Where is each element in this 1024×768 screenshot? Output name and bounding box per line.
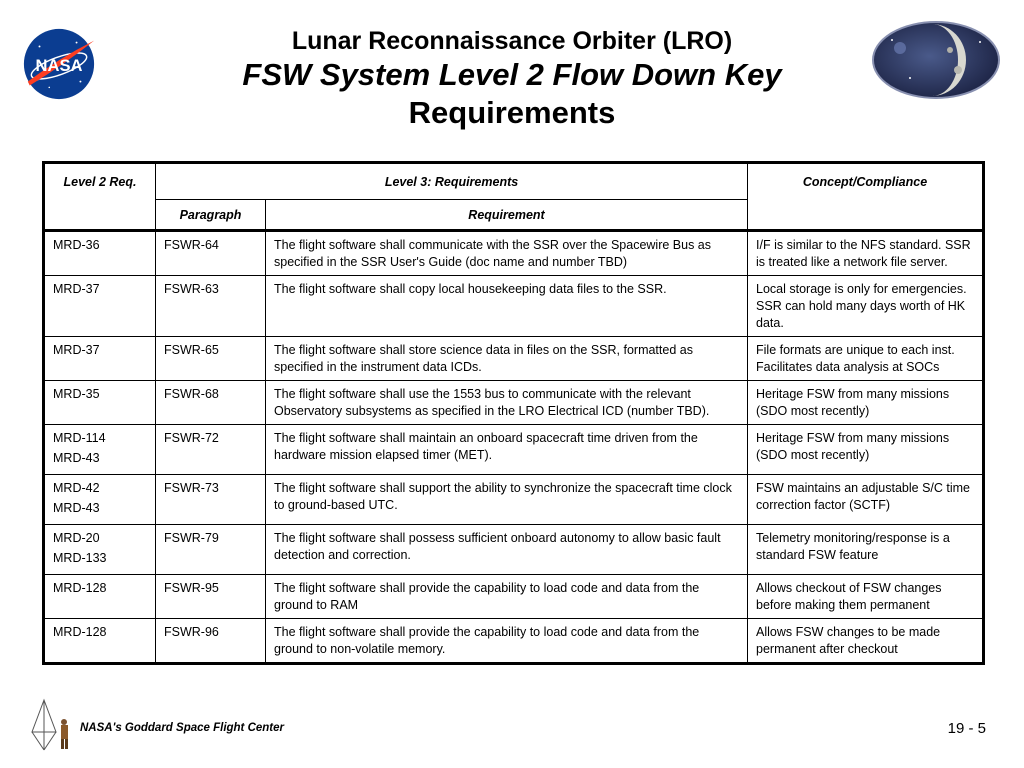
concept-cell: File formats are unique to each inst. Facilitates data analysis at SOCs <box>748 337 984 381</box>
paragraph-cell: FSWR-72 <box>156 425 266 475</box>
level2-id: MRD-114 <box>53 431 106 445</box>
nasa-logo <box>20 25 98 103</box>
level2-id: MRD-43 <box>53 451 100 465</box>
header-level3-requirements: Level 3: Requirements <box>156 163 748 200</box>
level2-id: MRD-42 <box>53 481 100 495</box>
footer-center-name: NASA's Goddard Space Flight Center <box>80 722 285 734</box>
paragraph-cell: FSWR-95 <box>156 575 266 619</box>
level2-id: MRD-36 <box>53 238 100 252</box>
concept-cell: Heritage FSW from many missions (SDO most recently) <box>748 425 984 475</box>
slide-title <box>160 26 864 132</box>
lro-mission-emblem-icon <box>870 20 1002 100</box>
table-row <box>44 337 984 381</box>
table-row <box>44 575 984 619</box>
concept-cell: Telemetry monitoring/response is a standard FSW feature <box>748 525 984 575</box>
title-line-1: Lunar Reconnaissance Orbiter (LRO) <box>291 27 733 55</box>
table-row <box>44 231 984 276</box>
header-concept-compliance: Concept/Compliance <box>748 163 984 231</box>
table-row <box>44 276 984 337</box>
level2-cell <box>44 425 156 475</box>
requirement-cell: The flight software shall possess sufficient onboard autonomy to allow basic fault detection and correction. <box>266 525 748 575</box>
requirement-cell: The flight software shall copy local housekeeping data files to the SSR. <box>266 276 748 337</box>
paragraph-cell: FSWR-65 <box>156 337 266 381</box>
level2-cell <box>44 381 156 425</box>
nasa-logo-text: NASA <box>35 55 83 75</box>
level2-cell <box>44 231 156 276</box>
header-paragraph: Paragraph <box>156 200 266 231</box>
level2-id: MRD-37 <box>53 282 100 296</box>
concept-cell: Allows FSW changes to be made permanent after checkout <box>748 619 984 664</box>
level2-id: MRD-35 <box>53 387 100 401</box>
requirement-cell: The flight software shall provide the capability to load code and data from the ground to RAM <box>266 575 748 619</box>
requirement-cell: The flight software shall maintain an onboard spacecraft time driven from the hardware mission elapsed timer (MET). <box>266 425 748 475</box>
requirement-cell: The flight software shall store science data in files on the SSR, formatted as specified in the instrument data ICDs. <box>266 337 748 381</box>
header-requirement: Requirement <box>266 200 748 231</box>
goddard-figure-icon <box>30 698 74 752</box>
level2-cell <box>44 475 156 525</box>
paragraph-cell: FSWR-64 <box>156 231 266 276</box>
requirement-cell: The flight software shall communicate with the SSR over the Spacewire Bus as specified in the SSR User's Guide (doc name and number TBD) <box>266 231 748 276</box>
level2-id: MRD-128 <box>53 625 107 639</box>
level2-cell <box>44 619 156 664</box>
requirements-table <box>42 161 985 665</box>
paragraph-cell: FSWR-79 <box>156 525 266 575</box>
table-row <box>44 525 984 575</box>
level2-cell <box>44 276 156 337</box>
paragraph-cell: FSWR-73 <box>156 475 266 525</box>
page-number: 19 - 5 <box>947 720 986 737</box>
level2-cell <box>44 525 156 575</box>
concept-cell: FSW maintains an adjustable S/C time correction factor (SCTF) <box>748 475 984 525</box>
requirement-cell: The flight software shall provide the capability to load code and data from the ground to non-volatile memory. <box>266 619 748 664</box>
requirement-cell: The flight software shall support the ability to synchronize the spacecraft time clock to ground-based UTC. <box>266 475 748 525</box>
paragraph-cell: FSWR-68 <box>156 381 266 425</box>
concept-cell: Heritage FSW from many missions (SDO most recently) <box>748 381 984 425</box>
level2-id: MRD-133 <box>53 551 107 565</box>
title-line-3: Requirements <box>408 95 616 130</box>
paragraph-cell: FSWR-96 <box>156 619 266 664</box>
level2-id: MRD-20 <box>53 531 100 545</box>
table-row <box>44 381 984 425</box>
paragraph-cell: FSWR-63 <box>156 276 266 337</box>
requirement-cell: The flight software shall use the 1553 bus to communicate with the relevant Observatory subsystems as specified in the LRO Electrical ICD (number TBD). <box>266 381 748 425</box>
concept-cell: Allows checkout of FSW changes before making them permanent <box>748 575 984 619</box>
concept-cell: I/F is similar to the NFS standard. SSR is treated like a network file server. <box>748 231 984 276</box>
table-row <box>44 425 984 475</box>
level2-cell <box>44 575 156 619</box>
table-row <box>44 619 984 664</box>
header-level2-req: Level 2 Req. <box>44 163 156 231</box>
concept-cell: Local storage is only for emergencies. SSR can hold many days worth of HK data. <box>748 276 984 337</box>
level2-id: MRD-43 <box>53 501 100 515</box>
level2-cell <box>44 337 156 381</box>
table-row <box>44 475 984 525</box>
level2-id: MRD-37 <box>53 343 100 357</box>
level2-id: MRD-128 <box>53 581 107 595</box>
title-line-2: FSW System Level 2 Flow Down Key <box>242 57 782 92</box>
